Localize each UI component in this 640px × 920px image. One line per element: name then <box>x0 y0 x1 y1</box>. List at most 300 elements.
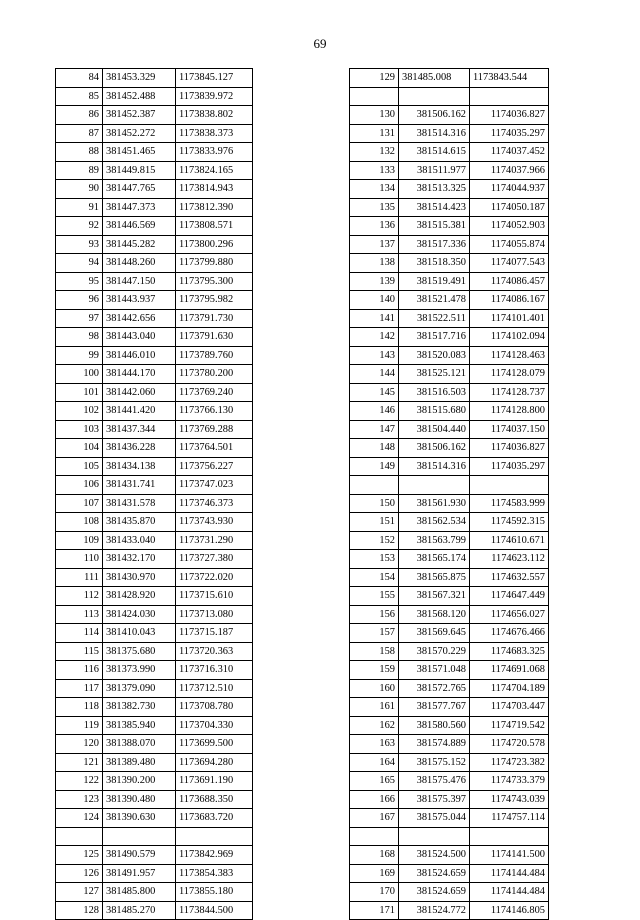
point-number-cell: 119 <box>56 716 103 735</box>
point-number-cell <box>350 827 399 846</box>
point-number-cell: 118 <box>56 698 103 717</box>
point-number-cell: 131 <box>350 124 399 143</box>
y-coordinate-cell: 1173715.610 <box>176 587 253 606</box>
table-row <box>350 809 549 828</box>
table-row <box>350 439 549 458</box>
x-coordinate-cell: 381445.282 <box>103 235 176 254</box>
x-coordinate-cell: 381515.381 <box>399 217 470 236</box>
x-coordinate-cell: 381521.478 <box>399 291 470 310</box>
y-coordinate-cell: 1174743.039 <box>470 790 549 809</box>
blank-separator-row <box>56 827 253 846</box>
x-coordinate-cell: 381452.272 <box>103 124 176 143</box>
point-number-cell: 163 <box>350 735 399 754</box>
table-row <box>350 716 549 735</box>
table-row <box>350 217 549 236</box>
x-coordinate-cell: 381434.138 <box>103 457 176 476</box>
y-coordinate-cell: 1173799.880 <box>176 254 253 273</box>
y-coordinate-cell: 1173747.023 <box>176 476 253 495</box>
point-number-cell: 100 <box>56 365 103 384</box>
y-coordinate-cell: 1173766.130 <box>176 402 253 421</box>
x-coordinate-cell: 381451.465 <box>103 143 176 162</box>
y-coordinate-cell: 1173694.280 <box>176 753 253 772</box>
y-coordinate-cell: 1173789.760 <box>176 346 253 365</box>
point-number-cell: 116 <box>56 661 103 680</box>
y-coordinate-cell: 1173842.969 <box>176 846 253 865</box>
x-coordinate-cell: 381563.799 <box>399 531 470 550</box>
table-row <box>350 69 549 88</box>
table-row <box>350 161 549 180</box>
y-coordinate-cell: 1174757.114 <box>470 809 549 828</box>
point-number-cell: 157 <box>350 624 399 643</box>
y-coordinate-cell: 1174035.297 <box>470 457 549 476</box>
table-row <box>350 235 549 254</box>
x-coordinate-cell: 381524.772 <box>399 901 470 920</box>
blank-separator-row <box>350 87 549 106</box>
point-number-cell: 149 <box>350 457 399 476</box>
y-coordinate-cell: 1173791.730 <box>176 309 253 328</box>
y-coordinate-cell: 1173780.200 <box>176 365 253 384</box>
x-coordinate-cell: 381506.162 <box>399 439 470 458</box>
table-row <box>56 513 253 532</box>
table-row <box>56 568 253 587</box>
page-number: 69 <box>313 36 327 51</box>
table-row <box>56 550 253 569</box>
table-row <box>350 254 549 273</box>
y-coordinate-cell: 1173722.020 <box>176 568 253 587</box>
x-coordinate-cell: 381435.870 <box>103 513 176 532</box>
table-row <box>350 180 549 199</box>
table-row <box>56 494 253 513</box>
y-coordinate-cell: 1173688.350 <box>176 790 253 809</box>
point-number-cell: 152 <box>350 531 399 550</box>
table-row <box>350 531 549 550</box>
point-number-cell: 160 <box>350 679 399 698</box>
x-coordinate-cell: 381446.010 <box>103 346 176 365</box>
table-row <box>56 605 253 624</box>
x-coordinate-cell: 381375.680 <box>103 642 176 661</box>
x-coordinate-cell: 381443.937 <box>103 291 176 310</box>
y-coordinate-cell: 1173838.802 <box>176 106 253 125</box>
y-coordinate-cell: 1173795.300 <box>176 272 253 291</box>
y-coordinate-cell: 1173743.930 <box>176 513 253 532</box>
x-coordinate-cell: 381379.090 <box>103 679 176 698</box>
table-row <box>56 531 253 550</box>
y-coordinate-cell: 1174128.463 <box>470 346 549 365</box>
y-coordinate-cell: 1174037.150 <box>470 420 549 439</box>
point-number-cell: 124 <box>56 809 103 828</box>
x-coordinate-cell: 381519.491 <box>399 272 470 291</box>
table-row <box>350 790 549 809</box>
table-row <box>350 735 549 754</box>
point-number-cell: 84 <box>56 69 103 88</box>
table-row <box>350 883 549 902</box>
y-coordinate-cell: 1173712.510 <box>176 679 253 698</box>
table-row <box>350 328 549 347</box>
table-row <box>56 883 253 902</box>
point-number-cell: 147 <box>350 420 399 439</box>
coordinates-table-left <box>55 68 253 920</box>
x-coordinate-cell <box>399 827 470 846</box>
x-coordinate-cell <box>399 476 470 495</box>
point-number-cell: 134 <box>350 180 399 199</box>
y-coordinate-cell <box>470 827 549 846</box>
point-number-cell: 138 <box>350 254 399 273</box>
point-number-cell: 156 <box>350 605 399 624</box>
table-row <box>56 328 253 347</box>
table-row <box>56 235 253 254</box>
point-number-cell: 108 <box>56 513 103 532</box>
y-coordinate-cell: 1173731.290 <box>176 531 253 550</box>
point-number-cell: 145 <box>350 383 399 402</box>
x-coordinate-cell: 381517.336 <box>399 235 470 254</box>
point-number-cell: 154 <box>350 568 399 587</box>
point-number-cell: 88 <box>56 143 103 162</box>
y-coordinate-cell: 1174086.457 <box>470 272 549 291</box>
table-row <box>350 846 549 865</box>
table-row <box>350 494 549 513</box>
x-coordinate-cell: 381514.316 <box>399 124 470 143</box>
point-number-cell: 143 <box>350 346 399 365</box>
point-number-cell: 144 <box>350 365 399 384</box>
x-coordinate-cell: 381575.476 <box>399 772 470 791</box>
point-number-cell: 150 <box>350 494 399 513</box>
y-coordinate-cell: 1173716.310 <box>176 661 253 680</box>
point-number-cell: 106 <box>56 476 103 495</box>
y-coordinate-cell: 1174676.466 <box>470 624 549 643</box>
x-coordinate-cell: 381525.121 <box>399 365 470 384</box>
y-coordinate-cell <box>176 827 253 846</box>
y-coordinate-cell: 1174623.112 <box>470 550 549 569</box>
x-coordinate-cell: 381428.920 <box>103 587 176 606</box>
x-coordinate-cell: 381504.440 <box>399 420 470 439</box>
table-row <box>350 457 549 476</box>
point-number-cell <box>350 476 399 495</box>
table-row <box>350 679 549 698</box>
point-number-cell: 168 <box>350 846 399 865</box>
y-coordinate-cell: 1174141.500 <box>470 846 549 865</box>
x-coordinate-cell: 381410.043 <box>103 624 176 643</box>
y-coordinate-cell: 1174583.999 <box>470 494 549 513</box>
x-coordinate-cell: 381516.503 <box>399 383 470 402</box>
point-number-cell <box>56 827 103 846</box>
x-coordinate-cell: 381568.120 <box>399 605 470 624</box>
y-coordinate-cell: 1173838.373 <box>176 124 253 143</box>
point-number-cell: 136 <box>350 217 399 236</box>
point-number-cell: 170 <box>350 883 399 902</box>
point-number-cell: 117 <box>56 679 103 698</box>
x-coordinate-cell: 381388.070 <box>103 735 176 754</box>
table-row <box>350 642 549 661</box>
y-coordinate-cell: 1173791.630 <box>176 328 253 347</box>
point-number-cell: 125 <box>56 846 103 865</box>
point-number-cell: 112 <box>56 587 103 606</box>
x-coordinate-cell: 381517.716 <box>399 328 470 347</box>
point-number-cell: 109 <box>56 531 103 550</box>
x-coordinate-cell: 381444.170 <box>103 365 176 384</box>
x-coordinate-cell: 381431.578 <box>103 494 176 513</box>
x-coordinate-cell: 381575.397 <box>399 790 470 809</box>
x-coordinate-cell: 381511.977 <box>399 161 470 180</box>
x-coordinate-cell <box>103 827 176 846</box>
table-row <box>56 698 253 717</box>
x-coordinate-cell: 381524.659 <box>399 864 470 883</box>
point-number-cell: 128 <box>56 901 103 920</box>
x-coordinate-cell: 381390.630 <box>103 809 176 828</box>
point-number-cell: 114 <box>56 624 103 643</box>
y-coordinate-cell: 1174144.484 <box>470 883 549 902</box>
table-row <box>350 106 549 125</box>
x-coordinate-cell: 381513.325 <box>399 180 470 199</box>
y-coordinate-cell: 1174101.401 <box>470 309 549 328</box>
x-coordinate-cell: 381562.534 <box>399 513 470 532</box>
table-row <box>350 568 549 587</box>
table-row <box>56 161 253 180</box>
point-number-cell: 165 <box>350 772 399 791</box>
table-row <box>350 346 549 365</box>
y-coordinate-cell: 1173713.080 <box>176 605 253 624</box>
point-number-cell: 135 <box>350 198 399 217</box>
y-coordinate-cell: 1173833.976 <box>176 143 253 162</box>
y-coordinate-cell: 1174044.937 <box>470 180 549 199</box>
x-coordinate-cell <box>399 87 470 106</box>
y-coordinate-cell: 1174055.874 <box>470 235 549 254</box>
y-coordinate-cell: 1174052.903 <box>470 217 549 236</box>
table-row <box>56 790 253 809</box>
point-number-cell: 169 <box>350 864 399 883</box>
point-number-cell: 86 <box>56 106 103 125</box>
y-coordinate-cell: 1173808.571 <box>176 217 253 236</box>
table-row <box>56 679 253 698</box>
table-row <box>350 513 549 532</box>
y-coordinate-cell: 1173699.500 <box>176 735 253 754</box>
table-row <box>350 587 549 606</box>
y-coordinate-cell: 1174086.167 <box>470 291 549 310</box>
table-row <box>350 420 549 439</box>
y-coordinate-cell: 1173824.165 <box>176 161 253 180</box>
table-row <box>56 735 253 754</box>
point-number-cell: 142 <box>350 328 399 347</box>
x-coordinate-cell: 381491.957 <box>103 864 176 883</box>
point-number-cell <box>350 87 399 106</box>
x-coordinate-cell: 381514.423 <box>399 198 470 217</box>
y-coordinate-cell: 1173855.180 <box>176 883 253 902</box>
y-coordinate-cell: 1174592.315 <box>470 513 549 532</box>
point-number-cell: 167 <box>350 809 399 828</box>
table-row <box>350 272 549 291</box>
x-coordinate-cell: 381569.645 <box>399 624 470 643</box>
y-coordinate-cell: 1174719.542 <box>470 716 549 735</box>
x-coordinate-cell: 381436.228 <box>103 439 176 458</box>
table-row <box>56 439 253 458</box>
point-number-cell: 93 <box>56 235 103 254</box>
point-number-cell: 161 <box>350 698 399 717</box>
x-coordinate-cell: 381514.316 <box>399 457 470 476</box>
point-number-cell: 122 <box>56 772 103 791</box>
table-row <box>56 753 253 772</box>
x-coordinate-cell: 381447.150 <box>103 272 176 291</box>
y-coordinate-cell: 1174704.189 <box>470 679 549 698</box>
y-coordinate-cell: 1174050.187 <box>470 198 549 217</box>
table-row <box>350 143 549 162</box>
table-row <box>350 383 549 402</box>
table-row <box>350 124 549 143</box>
x-coordinate-cell: 381390.200 <box>103 772 176 791</box>
point-number-cell: 87 <box>56 124 103 143</box>
point-number-cell: 85 <box>56 87 103 106</box>
x-coordinate-cell: 381424.030 <box>103 605 176 624</box>
x-coordinate-cell: 381580.560 <box>399 716 470 735</box>
y-coordinate-cell: 1174703.447 <box>470 698 549 717</box>
y-coordinate-cell: 1173764.501 <box>176 439 253 458</box>
point-number-cell: 137 <box>350 235 399 254</box>
table-row <box>350 698 549 717</box>
table-row <box>56 402 253 421</box>
x-coordinate-cell: 381575.044 <box>399 809 470 828</box>
x-coordinate-cell: 381449.815 <box>103 161 176 180</box>
x-coordinate-cell: 381567.321 <box>399 587 470 606</box>
point-number-cell: 164 <box>350 753 399 772</box>
point-number-cell: 95 <box>56 272 103 291</box>
y-coordinate-cell: 1174036.827 <box>470 439 549 458</box>
table-row <box>350 605 549 624</box>
point-number-cell: 126 <box>56 864 103 883</box>
point-number-cell: 96 <box>56 291 103 310</box>
y-coordinate-cell: 1174037.452 <box>470 143 549 162</box>
blank-separator-row <box>350 827 549 846</box>
point-number-cell: 91 <box>56 198 103 217</box>
point-number-cell: 171 <box>350 901 399 920</box>
y-coordinate-cell: 1174128.737 <box>470 383 549 402</box>
table-row <box>56 291 253 310</box>
x-coordinate-cell: 381565.875 <box>399 568 470 587</box>
x-coordinate-cell: 381452.488 <box>103 87 176 106</box>
x-coordinate-cell: 381385.940 <box>103 716 176 735</box>
x-coordinate-cell: 381574.889 <box>399 735 470 754</box>
y-coordinate-cell: 1174036.827 <box>470 106 549 125</box>
point-number-cell: 92 <box>56 217 103 236</box>
table-row <box>350 365 549 384</box>
point-number-cell: 129 <box>350 69 399 88</box>
x-coordinate-cell: 381506.162 <box>399 106 470 125</box>
point-number-cell: 101 <box>56 383 103 402</box>
x-coordinate-cell: 381518.350 <box>399 254 470 273</box>
x-coordinate-cell: 381437.344 <box>103 420 176 439</box>
y-coordinate-cell: 1173746.373 <box>176 494 253 513</box>
table-row <box>56 846 253 865</box>
point-number-cell: 111 <box>56 568 103 587</box>
x-coordinate-cell: 381443.040 <box>103 328 176 347</box>
x-coordinate-cell: 381430.970 <box>103 568 176 587</box>
y-coordinate-cell: 1174146.805 <box>470 901 549 920</box>
table-row <box>56 272 253 291</box>
y-coordinate-cell: 1173844.500 <box>176 901 253 920</box>
point-number-cell: 107 <box>56 494 103 513</box>
table-row <box>350 624 549 643</box>
table-row <box>56 180 253 199</box>
x-coordinate-cell: 381575.152 <box>399 753 470 772</box>
x-coordinate-cell: 381524.500 <box>399 846 470 865</box>
y-coordinate-cell: 1174723.382 <box>470 753 549 772</box>
table-row <box>350 901 549 920</box>
x-coordinate-cell: 381431.741 <box>103 476 176 495</box>
table-row <box>56 661 253 680</box>
x-coordinate-cell: 381515.680 <box>399 402 470 421</box>
table-row <box>56 587 253 606</box>
x-coordinate-cell: 381570.229 <box>399 642 470 661</box>
x-coordinate-cell: 381452.387 <box>103 106 176 125</box>
point-number-cell: 104 <box>56 439 103 458</box>
y-coordinate-cell: 1174035.297 <box>470 124 549 143</box>
point-number-cell: 90 <box>56 180 103 199</box>
x-coordinate-cell: 381490.579 <box>103 846 176 865</box>
point-number-cell: 159 <box>350 661 399 680</box>
y-coordinate-cell: 1173691.190 <box>176 772 253 791</box>
y-coordinate-cell: 1173769.288 <box>176 420 253 439</box>
x-coordinate-cell: 381447.765 <box>103 180 176 199</box>
y-coordinate-cell: 1173845.127 <box>176 69 253 88</box>
blank-separator-row <box>350 476 549 495</box>
y-coordinate-cell: 1174128.079 <box>470 365 549 384</box>
x-coordinate-cell: 381561.930 <box>399 494 470 513</box>
point-number-cell: 103 <box>56 420 103 439</box>
point-number-cell: 155 <box>350 587 399 606</box>
y-coordinate-cell: 1174656.027 <box>470 605 549 624</box>
table-row <box>56 309 253 328</box>
point-number-cell: 102 <box>56 402 103 421</box>
table-row <box>56 346 253 365</box>
table-row <box>56 69 253 88</box>
x-coordinate-cell: 381389.480 <box>103 753 176 772</box>
x-coordinate-cell: 381432.170 <box>103 550 176 569</box>
y-coordinate-cell <box>470 476 549 495</box>
x-coordinate-cell: 381522.511 <box>399 309 470 328</box>
x-coordinate-cell: 381485.270 <box>103 901 176 920</box>
table-row <box>56 716 253 735</box>
y-coordinate-cell: 1173704.330 <box>176 716 253 735</box>
point-number-cell: 110 <box>56 550 103 569</box>
x-coordinate-cell: 381446.569 <box>103 217 176 236</box>
y-coordinate-cell: 1174102.094 <box>470 328 549 347</box>
y-coordinate-cell: 1173715.187 <box>176 624 253 643</box>
point-number-cell: 140 <box>350 291 399 310</box>
y-coordinate-cell: 1173854.383 <box>176 864 253 883</box>
x-coordinate-cell: 381520.083 <box>399 346 470 365</box>
table-row <box>56 864 253 883</box>
x-coordinate-cell: 381485.008 <box>399 69 470 88</box>
y-coordinate-cell: 1173683.720 <box>176 809 253 828</box>
table-row <box>56 87 253 106</box>
point-number-cell: 123 <box>56 790 103 809</box>
point-number-cell: 127 <box>56 883 103 902</box>
y-coordinate-cell: 1173800.296 <box>176 235 253 254</box>
x-coordinate-cell: 381442.656 <box>103 309 176 328</box>
point-number-cell: 115 <box>56 642 103 661</box>
x-coordinate-cell: 381577.767 <box>399 698 470 717</box>
point-number-cell: 130 <box>350 106 399 125</box>
x-coordinate-cell: 381514.615 <box>399 143 470 162</box>
table-row <box>350 291 549 310</box>
y-coordinate-cell: 1173843.544 <box>470 69 549 88</box>
table-row <box>56 217 253 236</box>
table-row <box>56 772 253 791</box>
x-coordinate-cell: 381572.765 <box>399 679 470 698</box>
y-coordinate-cell: 1173795.982 <box>176 291 253 310</box>
point-number-cell: 120 <box>56 735 103 754</box>
table-row <box>56 365 253 384</box>
point-number-cell: 148 <box>350 439 399 458</box>
table-row <box>56 642 253 661</box>
point-number-cell: 139 <box>350 272 399 291</box>
